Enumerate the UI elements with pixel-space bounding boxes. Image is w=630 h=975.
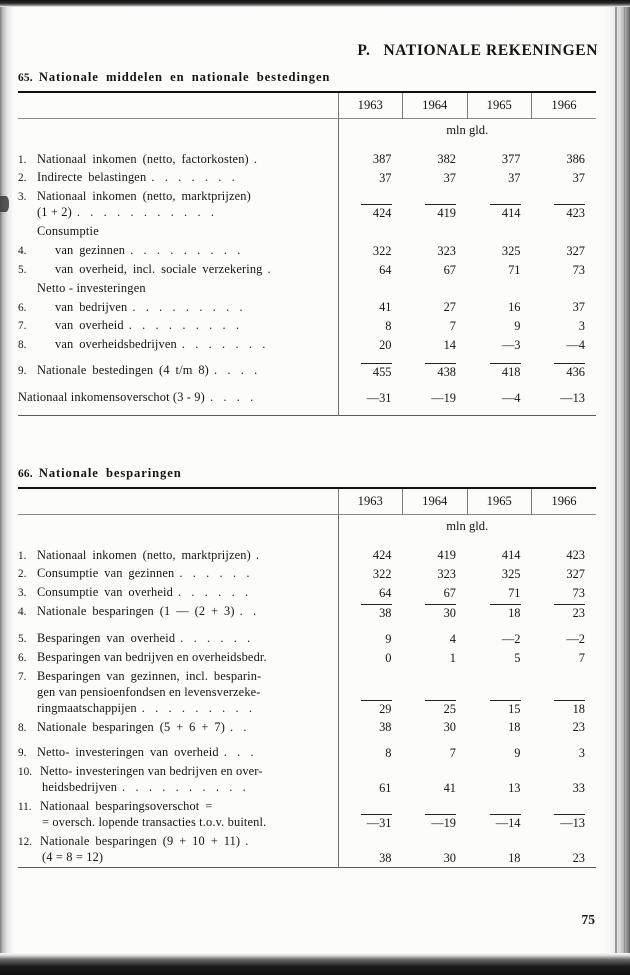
table-65-col-1965: 1965: [467, 93, 532, 119]
table-65-title: [18, 70, 596, 85]
table-65: [18, 91, 596, 416]
table-65-unit-row: [18, 119, 596, 143]
table-row: 6. Besparingen van bedrijven en overheidsbedr. 0 1 5 7: [18, 649, 596, 668]
table-65-col-1963: 1963: [338, 93, 403, 119]
table-row: 9. Nationale bestedingen (4 t/m 8) . . . . 455 438 418 436: [18, 362, 596, 382]
table-65-title-text: Nationale middelen en nationale bestedingen: [38, 70, 331, 84]
table-row: 7. van overheid . . . . . . . . . 8 7 9 3: [18, 317, 596, 336]
table-row: Nationaal inkomensoverschot (3 - 9) . . . . —31 —19 —4 —13: [18, 389, 596, 408]
table-65-header-blank: [18, 93, 338, 119]
table-row: 11. Nationaal besparingsoverschot = = oversch. lopende transacties t.o.v. buitenl. —31 —19 —14 —13: [18, 798, 596, 833]
table-block-65: [18, 70, 596, 416]
table-65-row4-label: 4. van gezinnen . . . . . . . . .: [18, 242, 244, 257]
section-letter: P.: [357, 42, 371, 59]
table-65-col-1964: 1964: [403, 93, 468, 119]
table-65-group-consumptie: Consumptie: [37, 224, 99, 238]
table-row: 7. Besparingen van gezinnen, incl. besparin- gen van pensioenfondsen en levensverzeke- ringmaatschappijen . . . . . . . . . 29 25 15 18: [18, 667, 596, 718]
table-66-row4-label: 4. Nationale besparingen (1 — (2 + 3) . .: [18, 604, 260, 619]
table-65-group-netto-investeringen: Netto - investeringen: [37, 280, 146, 295]
scan-edge-right-line: [615, 0, 617, 975]
table-66-col-1966: 1966: [532, 489, 597, 515]
section-title: NATIONALE REKENINGEN: [383, 42, 598, 59]
table-66-row7-label: 7. Besparingen van gezinnen, incl. besparin- gen van pensioenfondsen en levensverzeke- ringmaatschappijen . . . . . . . . .: [18, 668, 262, 715]
table-row: 5. van overheid, incl. sociale verzekering . 64 67 71 73: [18, 260, 596, 279]
table-66-row2-label: 2. Consumptie van gezinnen . . . . . .: [18, 566, 254, 581]
table-65-number: 65.: [18, 72, 33, 84]
table-65-row6-label: 6. van bedrijven . . . . . . . . .: [18, 299, 247, 314]
table-66-row3-label: 3. Consumptie van overheid . . . . . .: [18, 585, 252, 600]
table-65-col-1966: 1966: [532, 93, 597, 119]
table-row: 2. Indirecte belastingen . . . . . . . 37 37 37 37: [18, 169, 596, 188]
table-65-row2-label: 2. Indirecte belastingen . . . . . . .: [18, 170, 239, 185]
table-row: 4. Nationale besparingen (1 — (2 + 3) . . 38 30 18 23: [18, 603, 596, 623]
page-number: 75: [581, 912, 595, 927]
table-65-row-overschot-label: Nationaal inkomensoverschot (3 - 9) . . . .: [18, 390, 257, 405]
table-66-unit-row: [18, 515, 596, 539]
table-66-header-blank: [18, 489, 338, 515]
table-66-col-1964: 1964: [403, 489, 468, 515]
table-row: 9. Netto- investeringen van overheid . . . 8 7 9 3: [18, 744, 596, 763]
table-66: [18, 487, 596, 868]
table-66-row12-label: 12. Nationale besparingen (9 + 10 + 11) . (4 = 8 = 12): [18, 833, 252, 864]
table-65-row5-label: 5. van overheid, incl. sociale verzekering .: [18, 261, 275, 276]
table-65-row1-label: 1. Nationaal inkomen (netto, factorkosten) .: [18, 151, 261, 166]
table-66-row10-label: 10. Netto- investeringen van bedrijven en over- heidsbedrijven . . . . . . . . . .: [18, 764, 263, 795]
table-66-row6-label: 6. Besparingen van bedrijven en overheidsbedr.: [18, 650, 267, 664]
table-row: 3. Nationaal inkomen (netto, marktprijzen) (1 + 2) . . . . . . . . . . . 424 419 414 423: [18, 188, 596, 223]
table-row: 1. Nationaal inkomen (netto, factorkosten) . 387 382 377 386: [18, 150, 596, 169]
table-row: 1. Nationaal inkomen (netto, marktprijzen) . 424 419 414 423: [18, 546, 596, 565]
scan-edge-right-line-secondary: [624, 0, 625, 975]
table-row: 8. van overheidsbedrijven . . . . . . . 20 14 —3 —4: [18, 336, 596, 355]
table-66-header-row: [18, 489, 596, 515]
table-66-col-1965: 1965: [467, 489, 532, 515]
table-65-unit: mln gld.: [338, 119, 596, 143]
table-66-bottom-rule: [18, 868, 596, 869]
table-row: 2. Consumptie van gezinnen . . . . . . 322 323 325 327: [18, 565, 596, 584]
table-group-row: [18, 279, 596, 298]
scan-edge-left: [0, 0, 16, 975]
table-row: 10. Netto- investeringen van bedrijven en over- heidsbedrijven . . . . . . . . . . 61 41 13 33: [18, 763, 596, 798]
table-66-number: 66.: [18, 468, 33, 480]
table-66-row11-label: 11. Nationaal besparingsoverschot = = oversch. lopende transacties t.o.v. buitenl.: [18, 799, 267, 829]
table-row: 12. Nationale besparingen (9 + 10 + 11) . (4 = 8 = 12) 38 30 18 23: [18, 832, 596, 867]
table-row: 4. van gezinnen . . . . . . . . . 322 323 325 327: [18, 241, 596, 260]
table-65-header-row: [18, 93, 596, 119]
table-block-66: [18, 466, 596, 868]
table-66-row5-label: 5. Besparingen van overheid . . . . . .: [18, 631, 254, 646]
scan-edge-right: [604, 0, 630, 975]
table-row: 3. Consumptie van overheid . . . . . . 64 67 71 73: [18, 584, 596, 603]
scan-edge-left-nick: [0, 196, 9, 212]
table-66-col-1963: 1963: [338, 489, 403, 515]
scan-edge-bottom: [0, 953, 630, 975]
table-66-unit: mln gld.: [338, 515, 596, 539]
table-group-row: [18, 223, 596, 242]
scan-edge-top: [0, 0, 630, 7]
table-66-row1-label: 1. Nationaal inkomen (netto, marktprijzen) .: [18, 547, 263, 562]
table-row: 6. van bedrijven . . . . . . . . . 41 27 16 37: [18, 298, 596, 317]
table-65-row9-label: 9. Nationale bestedingen (4 t/m 8) . . . .: [18, 363, 261, 378]
table-66-row8-label: 8. Nationale besparingen (5 + 6 + 7) . .: [18, 719, 251, 734]
page-header: [357, 42, 598, 60]
table-row: 5. Besparingen van overheid . . . . . . 9 4 —2 —2: [18, 630, 596, 649]
table-65-row7-label: 7. van overheid . . . . . . . . .: [18, 318, 243, 333]
table-row: 8. Nationale besparingen (5 + 6 + 7) . . 38 30 18 23: [18, 718, 596, 737]
table-65-bottom-rule: [18, 415, 596, 416]
table-66-title-text: Nationale besparingen: [38, 466, 182, 480]
table-66-title: [18, 466, 596, 481]
table-65-row8-label: 8. van overheidsbedrijven . . . . . . .: [18, 337, 269, 352]
table-65-row3-label: 3. Nationaal inkomen (netto, marktprijzen) (1 + 2) . . . . . . . . . . .: [18, 189, 251, 220]
table-66-row9-label: 9. Netto- investeringen van overheid . . .: [18, 745, 258, 760]
